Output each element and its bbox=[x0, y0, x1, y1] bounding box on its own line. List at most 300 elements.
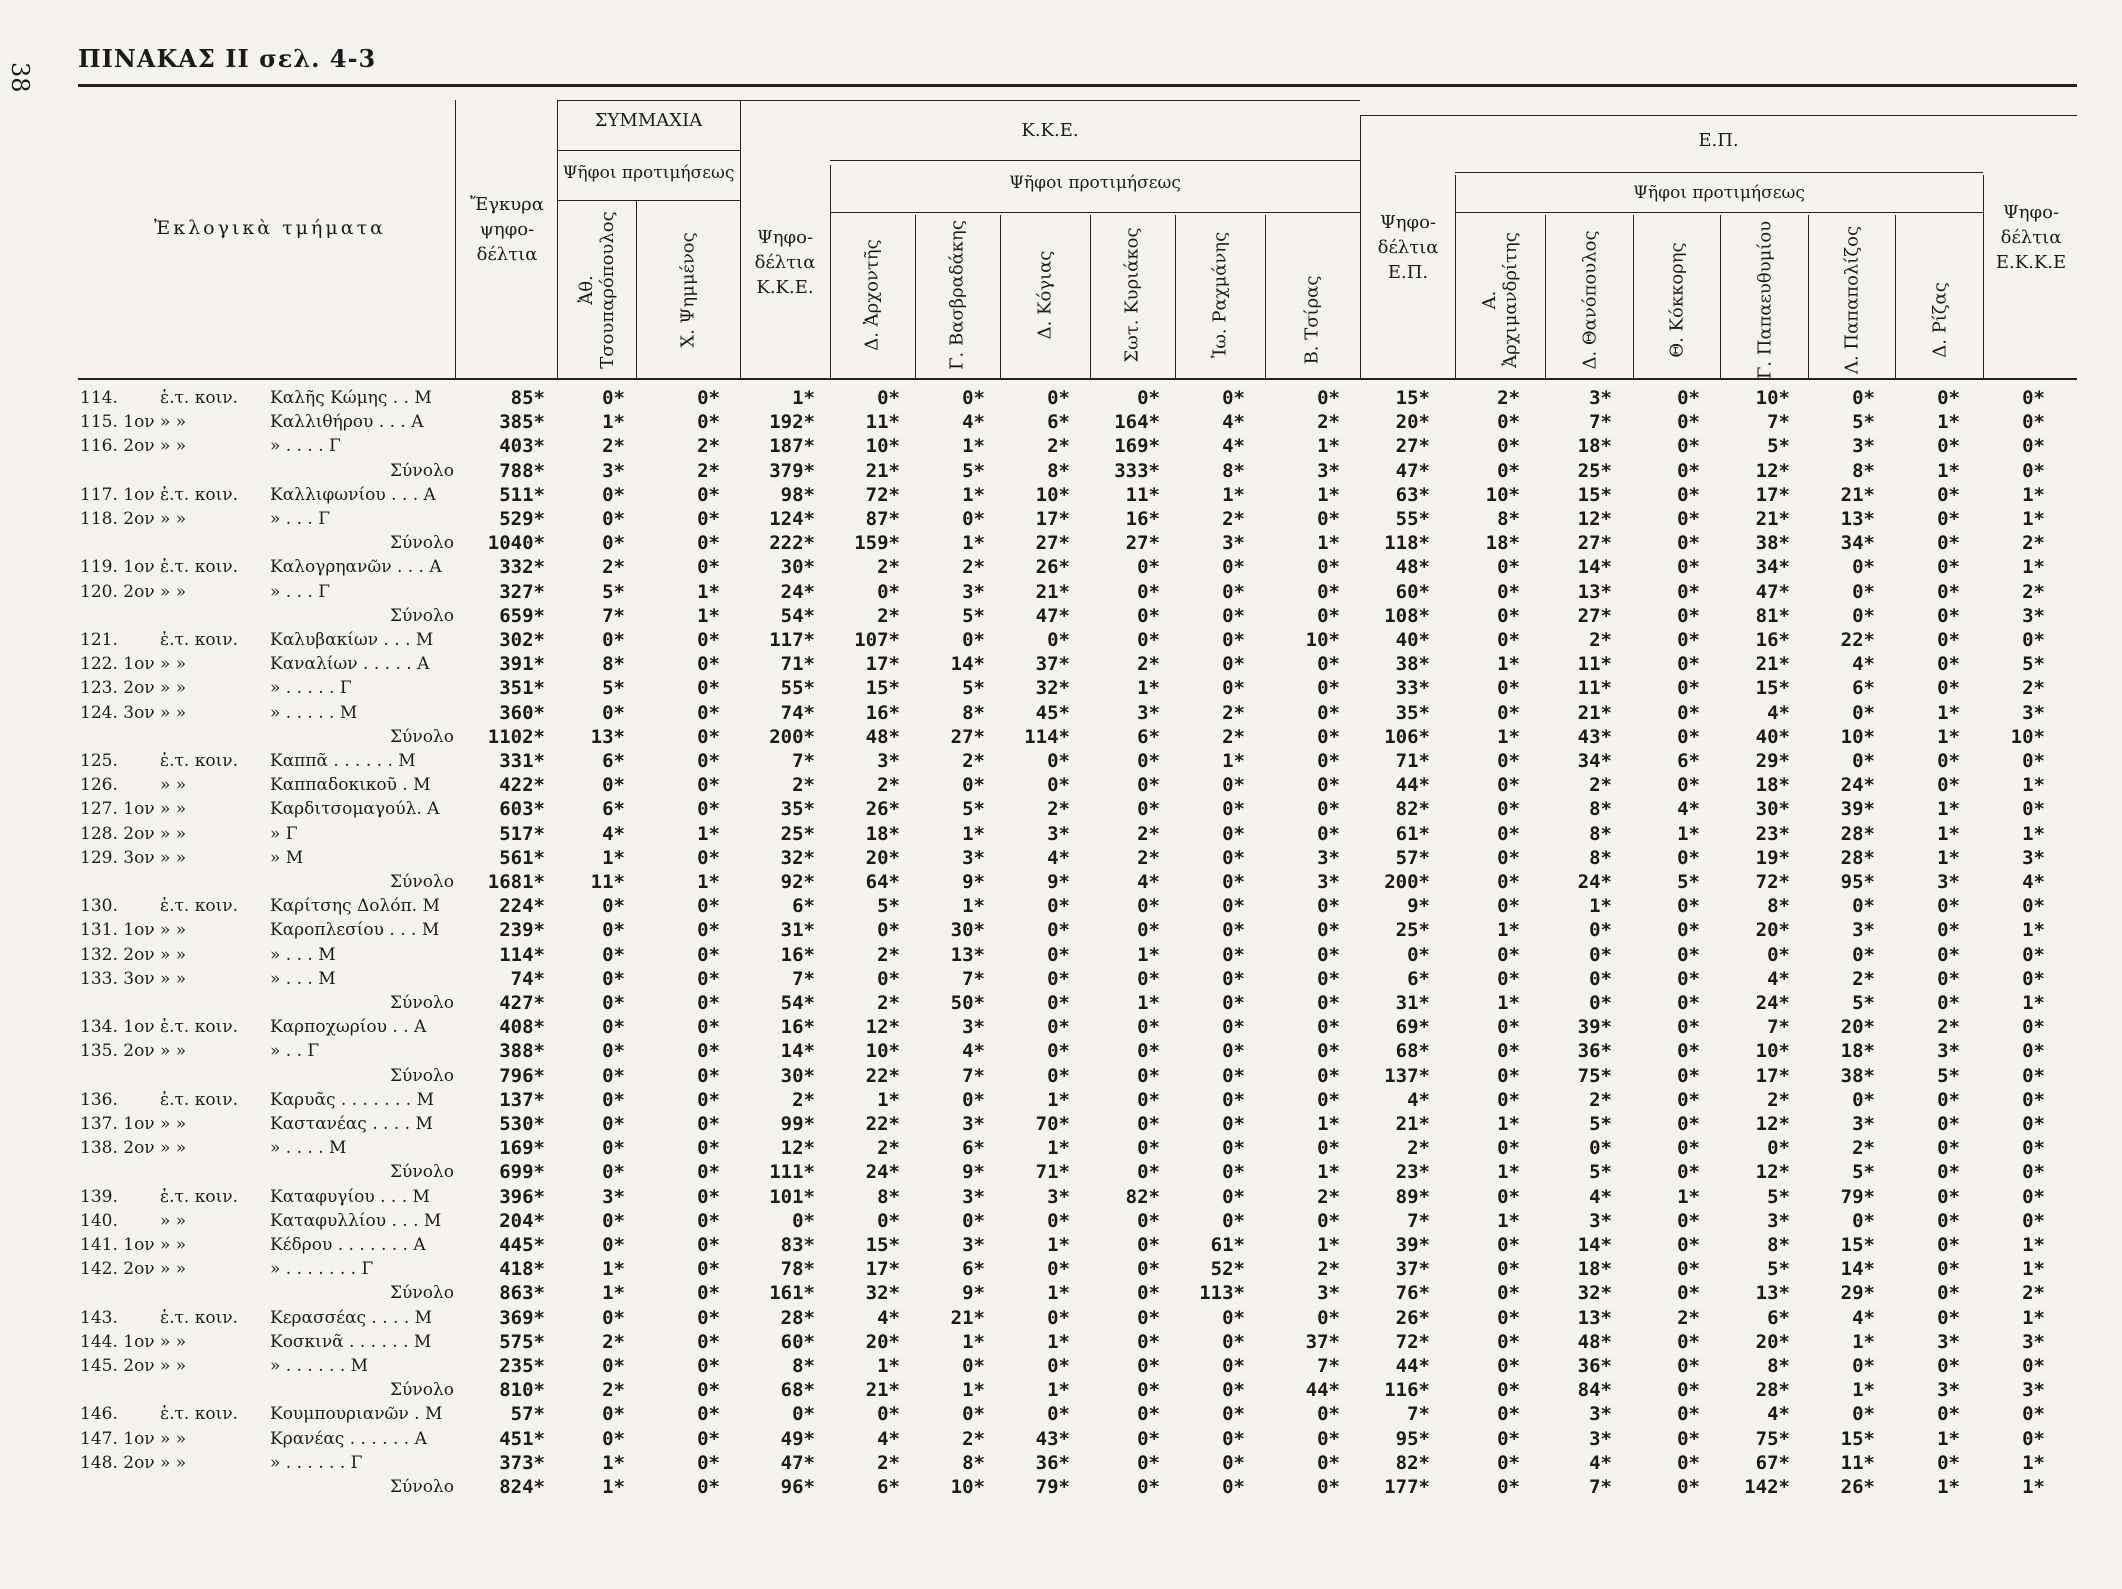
table-cell: 0* bbox=[1589, 992, 1612, 1014]
table-cell: 4* bbox=[1767, 702, 1790, 724]
table-cell: 0* bbox=[1937, 1089, 1960, 1111]
table-cell: 95* bbox=[1840, 871, 1875, 893]
table-cell: 1* bbox=[962, 532, 985, 554]
table-cell: 0* bbox=[2022, 968, 2045, 990]
symmachia-title: ΣΥΜΜΑΧΙΑ bbox=[594, 110, 703, 131]
table-cell: 11* bbox=[865, 411, 900, 433]
table-cell: 0* bbox=[1137, 1040, 1160, 1062]
candidate-tsiras: Β. Τσίρας bbox=[1301, 275, 1323, 365]
section-type: » » bbox=[160, 945, 187, 965]
table-cell: 0* bbox=[1937, 919, 1960, 941]
table-cell: 13* bbox=[1577, 581, 1612, 603]
table-cell: 47* bbox=[1395, 460, 1430, 482]
table-cell: 0* bbox=[1047, 968, 1070, 990]
section-label bbox=[60, 967, 440, 991]
table-cell: 0* bbox=[2022, 435, 2045, 457]
table-cell: 0* bbox=[1137, 1331, 1160, 1353]
table-cell: 0* bbox=[1852, 895, 1875, 917]
table-cell: 0* bbox=[1937, 774, 1960, 796]
table-cell: 0* bbox=[1677, 508, 1700, 530]
section-name: Καλλιθήρου . . . Α bbox=[270, 412, 424, 432]
table-cell: 63* bbox=[1395, 484, 1430, 506]
table-cell: 7* bbox=[1407, 1403, 1430, 1425]
section-type: ἑ.τ. κοιν. bbox=[160, 1404, 239, 1424]
total-row-label bbox=[60, 1475, 454, 1499]
table-cell: 1* bbox=[1937, 798, 1960, 820]
table-cell: 369* bbox=[499, 1307, 545, 1329]
table-cell: 24* bbox=[1577, 871, 1612, 893]
table-cell: 1* bbox=[1677, 823, 1700, 845]
section-number: 140. bbox=[80, 1211, 118, 1231]
section-label bbox=[60, 797, 440, 821]
table-cell: 0* bbox=[1317, 1452, 1340, 1474]
table-cell: 5* bbox=[1852, 992, 1875, 1014]
section-name: Σύνολο bbox=[390, 606, 454, 626]
table-cell: 2* bbox=[1767, 1089, 1790, 1111]
table-cell: 1* bbox=[962, 484, 985, 506]
table-cell: 1* bbox=[602, 1282, 625, 1304]
col-divider bbox=[1090, 215, 1091, 380]
table-cell: 0* bbox=[962, 1089, 985, 1111]
table-cell: 0* bbox=[1677, 1403, 1700, 1425]
section-label bbox=[60, 1233, 440, 1257]
table-cell: 0* bbox=[1677, 774, 1700, 796]
table-cell: 0* bbox=[962, 774, 985, 796]
section-name: Καρίτσης Δολόπ. Μ bbox=[270, 896, 440, 916]
table-cell: 18* bbox=[1577, 435, 1612, 457]
table-cell: 224* bbox=[499, 895, 545, 917]
table-cell: 0* bbox=[1937, 581, 1960, 603]
table-cell: 21* bbox=[1395, 1113, 1430, 1135]
table-cell: 0* bbox=[1047, 1065, 1070, 1087]
table-cell: 4* bbox=[1852, 1307, 1875, 1329]
table-cell: 21* bbox=[1840, 484, 1875, 506]
table-cell: 3* bbox=[962, 1186, 985, 1208]
table-cell: 1* bbox=[877, 1089, 900, 1111]
section-type: » » bbox=[160, 582, 187, 602]
section-name: Καναλίων . . . . . Α bbox=[270, 654, 430, 674]
header-divider bbox=[557, 150, 740, 151]
table-cell: 0* bbox=[1047, 1258, 1070, 1280]
header-divider bbox=[830, 212, 1360, 213]
table-cell: 117* bbox=[769, 629, 815, 651]
table-cell: 0* bbox=[697, 1331, 720, 1353]
table-cell: 28* bbox=[1755, 1379, 1790, 1401]
table-cell: 0* bbox=[1497, 944, 1520, 966]
table-cell: 327* bbox=[499, 581, 545, 603]
table-cell: 5* bbox=[1852, 1161, 1875, 1183]
table-cell: 3* bbox=[1852, 435, 1875, 457]
table-cell: 699* bbox=[499, 1161, 545, 1183]
table-cell: 98* bbox=[780, 484, 815, 506]
table-cell: 8* bbox=[1767, 895, 1790, 917]
section-number: 129. 3ον bbox=[80, 848, 155, 868]
table-cell: 2* bbox=[877, 556, 900, 578]
table-cell: 239* bbox=[499, 919, 545, 941]
table-cell: 72* bbox=[1755, 871, 1790, 893]
table-cell: 39* bbox=[1840, 798, 1875, 820]
table-cell: 0* bbox=[1137, 1161, 1160, 1183]
table-cell: 0* bbox=[1677, 460, 1700, 482]
table-cell: 3* bbox=[602, 460, 625, 482]
table-cell: 1* bbox=[1937, 726, 1960, 748]
section-label bbox=[60, 1330, 440, 1354]
table-cell: 0* bbox=[602, 1113, 625, 1135]
table-cell: 0* bbox=[2022, 460, 2045, 482]
table-cell: 0* bbox=[1937, 1403, 1960, 1425]
table-cell: 39* bbox=[1395, 1234, 1430, 1256]
section-name: Καλλιφωνίου . . . Α bbox=[270, 485, 436, 505]
table-cell: 0* bbox=[1317, 1476, 1340, 1498]
section-number: 128. 2ον bbox=[80, 824, 155, 844]
table-cell: 28* bbox=[780, 1307, 815, 1329]
table-cell: 1* bbox=[1589, 895, 1612, 917]
section-name: Καρδιτσομαγούλ. Α bbox=[270, 799, 440, 819]
table-cell: 659* bbox=[499, 605, 545, 627]
table-cell: 0* bbox=[1137, 895, 1160, 917]
section-type: » » bbox=[160, 412, 187, 432]
table-cell: 0* bbox=[1047, 387, 1070, 409]
table-cell: 61* bbox=[1395, 823, 1430, 845]
section-type: » » bbox=[160, 678, 187, 698]
header-valid-ballots: Ἔγκυρα ψηφο- δέλτια bbox=[470, 194, 544, 266]
table-cell: 21* bbox=[1755, 653, 1790, 675]
table-cell: 99* bbox=[780, 1113, 815, 1135]
table-cell: 0* bbox=[697, 968, 720, 990]
table-cell: 47* bbox=[1035, 605, 1070, 627]
table-cell: 85* bbox=[510, 387, 545, 409]
ep-title: Ε.Π. bbox=[1698, 130, 1739, 151]
table-cell: 40* bbox=[1755, 726, 1790, 748]
table-cell: 0* bbox=[2022, 1428, 2045, 1450]
table-cell: 1* bbox=[1317, 532, 1340, 554]
table-cell: 1* bbox=[1222, 484, 1245, 506]
table-cell: 0* bbox=[1497, 605, 1520, 627]
table-cell: 29* bbox=[1840, 1282, 1875, 1304]
table-cell: 10* bbox=[950, 1476, 985, 1498]
section-type: » » bbox=[160, 1429, 187, 1449]
table-cell: 1* bbox=[1137, 944, 1160, 966]
table-cell: 0* bbox=[1317, 726, 1340, 748]
table-cell: 0* bbox=[1137, 1307, 1160, 1329]
table-cell: 11* bbox=[1577, 653, 1612, 675]
table-cell: 14* bbox=[1577, 1234, 1612, 1256]
table-cell: 2* bbox=[602, 435, 625, 457]
section-name: Καταφυλλίου . . . Μ bbox=[270, 1211, 442, 1231]
table-cell: 0* bbox=[2022, 629, 2045, 651]
section-name: » . . . . . . . Γ bbox=[270, 1259, 374, 1279]
table-cell: 4* bbox=[1222, 435, 1245, 457]
table-cell: 2* bbox=[877, 605, 900, 627]
table-cell: 0* bbox=[2022, 1089, 2045, 1111]
table-cell: 0* bbox=[1589, 968, 1612, 990]
table-cell: 3* bbox=[1317, 460, 1340, 482]
table-cell: 8* bbox=[1767, 1234, 1790, 1256]
table-cell: 0* bbox=[1677, 1137, 1700, 1159]
table-cell: 0* bbox=[1767, 1137, 1790, 1159]
table-cell: 6* bbox=[962, 1137, 985, 1159]
table-cell: 0* bbox=[1497, 750, 1520, 772]
section-name: » . . . . . Γ bbox=[270, 678, 352, 698]
section-label bbox=[60, 1136, 440, 1160]
table-cell: 200* bbox=[769, 726, 815, 748]
section-label bbox=[60, 1427, 440, 1451]
table-cell: 0* bbox=[697, 702, 720, 724]
table-cell: 3* bbox=[1937, 1379, 1960, 1401]
table-cell: 1* bbox=[1497, 726, 1520, 748]
table-cell: 124* bbox=[769, 508, 815, 530]
candidate-rachmanis: Ἰω. Ραχμάνης bbox=[1209, 231, 1231, 359]
table-cell: 603* bbox=[499, 798, 545, 820]
section-type: » » bbox=[160, 1138, 187, 1158]
section-name: Καροπλεσίου . . . Μ bbox=[270, 920, 440, 940]
table-cell: 0* bbox=[1497, 1379, 1520, 1401]
table-cell: 0* bbox=[1937, 653, 1960, 675]
table-cell: 2* bbox=[2022, 581, 2045, 603]
table-cell: 0* bbox=[697, 1016, 720, 1038]
table-cell: 0* bbox=[1677, 581, 1700, 603]
section-label bbox=[60, 434, 440, 458]
col-divider bbox=[1983, 175, 1984, 380]
table-cell: 2* bbox=[697, 460, 720, 482]
section-name: Σύνολο bbox=[390, 993, 454, 1013]
table-cell: 0* bbox=[1222, 1307, 1245, 1329]
table-cell: 4* bbox=[1047, 847, 1070, 869]
table-cell: 0* bbox=[1677, 1065, 1700, 1087]
table-cell: 0* bbox=[1137, 1065, 1160, 1087]
table-cell: 2* bbox=[2022, 532, 2045, 554]
table-cell: 0* bbox=[697, 726, 720, 748]
table-cell: 55* bbox=[780, 677, 815, 699]
table-cell: 0* bbox=[1137, 605, 1160, 627]
table-cell: 385* bbox=[499, 411, 545, 433]
table-cell: 1* bbox=[1137, 677, 1160, 699]
table-cell: 192* bbox=[769, 411, 815, 433]
table-cell: 529* bbox=[499, 508, 545, 530]
table-cell: 0* bbox=[2022, 411, 2045, 433]
candidate-vasvradakis: Γ. Βασβραδάκης bbox=[946, 220, 968, 370]
table-cell: 12* bbox=[1755, 460, 1790, 482]
table-cell: 1040* bbox=[487, 532, 545, 554]
table-cell: 17* bbox=[865, 653, 900, 675]
table-cell: 0* bbox=[1317, 750, 1340, 772]
section-type: » » bbox=[160, 799, 187, 819]
table-cell: 561* bbox=[499, 847, 545, 869]
section-name: Καταφυγίου . . . Μ bbox=[270, 1187, 430, 1207]
table-cell: 0* bbox=[1047, 1307, 1070, 1329]
section-name: Σύνολο bbox=[390, 1283, 454, 1303]
table-cell: 0* bbox=[1677, 702, 1700, 724]
table-cell: 0* bbox=[1317, 508, 1340, 530]
section-number: 125. bbox=[80, 751, 118, 771]
table-cell: 0* bbox=[1677, 653, 1700, 675]
table-cell: 2* bbox=[1589, 629, 1612, 651]
table-cell: 60* bbox=[1395, 581, 1430, 603]
table-cell: 0* bbox=[1497, 1331, 1520, 1353]
table-cell: 0* bbox=[1937, 1282, 1960, 1304]
table-cell: 0* bbox=[2022, 944, 2045, 966]
table-cell: 418* bbox=[499, 1258, 545, 1280]
table-cell: 0* bbox=[1497, 677, 1520, 699]
table-cell: 0* bbox=[1222, 1161, 1245, 1183]
table-cell: 89* bbox=[1395, 1186, 1430, 1208]
table-cell: 0* bbox=[697, 629, 720, 651]
section-type: » » bbox=[160, 775, 187, 795]
table-cell: 0* bbox=[1937, 895, 1960, 917]
section-label bbox=[60, 1354, 440, 1378]
table-cell: 37* bbox=[1035, 653, 1070, 675]
table-cell: 0* bbox=[1222, 1476, 1245, 1498]
section-type: » » bbox=[160, 848, 187, 868]
table-cell: 35* bbox=[1395, 702, 1430, 724]
table-cell: 0* bbox=[697, 1137, 720, 1159]
table-cell: 0* bbox=[697, 798, 720, 820]
table-cell: 4* bbox=[2022, 871, 2045, 893]
table-cell: 37* bbox=[1305, 1331, 1340, 1353]
section-number: 122. 1ον bbox=[80, 654, 155, 674]
section-number: 145. 2ον bbox=[80, 1356, 155, 1376]
section-number: 114. bbox=[80, 388, 118, 408]
table-cell: 8* bbox=[1497, 508, 1520, 530]
section-label bbox=[60, 1015, 440, 1039]
table-cell: 0* bbox=[1137, 581, 1160, 603]
section-number: 126. bbox=[80, 775, 118, 795]
table-cell: 177* bbox=[1384, 1476, 1430, 1498]
table-cell: 38* bbox=[1840, 1065, 1875, 1087]
table-cell: 1* bbox=[2022, 823, 2045, 845]
section-name: » . . . . . . Μ bbox=[270, 1356, 369, 1376]
table-cell: 0* bbox=[1852, 702, 1875, 724]
col-divider bbox=[557, 100, 558, 380]
table-cell: 0* bbox=[1677, 1331, 1700, 1353]
section-name: » . . . . Γ bbox=[270, 436, 341, 456]
table-cell: 82* bbox=[1395, 1452, 1430, 1474]
table-cell: 8* bbox=[1047, 460, 1070, 482]
table-cell: 0* bbox=[1937, 629, 1960, 651]
table-cell: 0* bbox=[1222, 847, 1245, 869]
table-cell: 23* bbox=[1755, 823, 1790, 845]
table-cell: 18* bbox=[1840, 1040, 1875, 1062]
total-row-label bbox=[60, 725, 454, 749]
section-name: » Γ bbox=[270, 824, 298, 844]
table-cell: 8* bbox=[1589, 847, 1612, 869]
table-cell: 0* bbox=[602, 508, 625, 530]
table-cell: 3* bbox=[2022, 1331, 2045, 1353]
table-cell: 2* bbox=[1137, 653, 1160, 675]
table-cell: 0* bbox=[1222, 1089, 1245, 1111]
table-cell: 0* bbox=[602, 774, 625, 796]
table-cell: 48* bbox=[865, 726, 900, 748]
table-cell: 5* bbox=[2022, 653, 2045, 675]
table-cell: 0* bbox=[602, 1234, 625, 1256]
table-cell: 2* bbox=[1137, 823, 1160, 845]
table-cell: 3* bbox=[962, 1113, 985, 1135]
table-cell: 4* bbox=[962, 1040, 985, 1062]
section-name: » Μ bbox=[270, 848, 304, 868]
table-cell: 16* bbox=[1755, 629, 1790, 651]
table-cell: 2* bbox=[2022, 1282, 2045, 1304]
table-cell: 9* bbox=[962, 871, 985, 893]
header-divider bbox=[1455, 172, 1983, 173]
table-cell: 1* bbox=[602, 847, 625, 869]
table-cell: 0* bbox=[1222, 968, 1245, 990]
table-cell: 6* bbox=[602, 750, 625, 772]
section-number: 135. 2ον bbox=[80, 1041, 155, 1061]
candidate-kogias: Δ. Κόγιας bbox=[1034, 250, 1056, 340]
col-divider bbox=[1000, 215, 1001, 380]
table-cell: 0* bbox=[1497, 968, 1520, 990]
section-number: 117. 1ον bbox=[80, 485, 155, 505]
table-cell: 3* bbox=[2022, 702, 2045, 724]
table-cell: 0* bbox=[1589, 919, 1612, 941]
section-label bbox=[60, 1112, 440, 1136]
table-cell: 0* bbox=[697, 1428, 720, 1450]
col-divider bbox=[1545, 215, 1546, 380]
table-cell: 0* bbox=[697, 1355, 720, 1377]
table-cell: 30* bbox=[780, 1065, 815, 1087]
symmachia-pref-label: Ψῆφοι προτιμήσεως bbox=[562, 163, 735, 183]
table-cell: 52* bbox=[1210, 1258, 1245, 1280]
table-cell: 92* bbox=[780, 871, 815, 893]
table-cell: 0* bbox=[697, 508, 720, 530]
table-cell: 1* bbox=[2022, 919, 2045, 941]
table-cell: 15* bbox=[1840, 1428, 1875, 1450]
table-cell: 169* bbox=[499, 1137, 545, 1159]
table-cell: 1* bbox=[2022, 1476, 2045, 1498]
section-name: Καλογρηανῶν . . . Α bbox=[270, 557, 442, 577]
table-cell: 0* bbox=[1937, 1258, 1960, 1280]
section-type: ἑ.τ. κοιν. bbox=[160, 1017, 239, 1037]
table-cell: 0* bbox=[1937, 1161, 1960, 1183]
table-cell: 72* bbox=[865, 484, 900, 506]
table-cell: 7* bbox=[1767, 1016, 1790, 1038]
section-number: 144. 1ον bbox=[80, 1332, 155, 1352]
table-cell: 0* bbox=[877, 968, 900, 990]
table-cell: 5* bbox=[602, 677, 625, 699]
table-cell: 422* bbox=[499, 774, 545, 796]
table-cell: 0* bbox=[1137, 629, 1160, 651]
table-cell: 84* bbox=[1577, 1379, 1612, 1401]
table-cell: 19* bbox=[1755, 847, 1790, 869]
table-cell: 0* bbox=[1222, 823, 1245, 845]
table-cell: 1* bbox=[1497, 992, 1520, 1014]
table-cell: 1* bbox=[1317, 435, 1340, 457]
table-cell: 7* bbox=[962, 1065, 985, 1087]
table-cell: 1* bbox=[962, 1331, 985, 1353]
table-cell: 1* bbox=[697, 823, 720, 845]
table-cell: 3* bbox=[962, 847, 985, 869]
total-row-label bbox=[60, 1160, 454, 1184]
section-type: ἑ.τ. κοιν. bbox=[160, 1187, 239, 1207]
section-name: Σύνολο bbox=[390, 533, 454, 553]
candidate-archontis: Δ. Ἀρχοντῆς bbox=[861, 239, 883, 351]
table-cell: 26* bbox=[1035, 556, 1070, 578]
table-cell: 0* bbox=[602, 944, 625, 966]
table-cell: 71* bbox=[1035, 1161, 1070, 1183]
table-cell: 2* bbox=[1589, 774, 1612, 796]
table-cell: 69* bbox=[1395, 1016, 1430, 1038]
table-cell: 0* bbox=[1222, 871, 1245, 893]
kke-pref-label: Ψῆφοι προτιμήσεως bbox=[1009, 173, 1181, 193]
section-name: Σύνολο bbox=[390, 727, 454, 747]
table-cell: 0* bbox=[1767, 944, 1790, 966]
table-cell: 4* bbox=[602, 823, 625, 845]
table-cell: 2* bbox=[602, 556, 625, 578]
table-cell: 18* bbox=[865, 823, 900, 845]
table-cell: 5* bbox=[962, 460, 985, 482]
table-cell: 0* bbox=[1222, 798, 1245, 820]
table-cell: 0* bbox=[962, 1210, 985, 1232]
